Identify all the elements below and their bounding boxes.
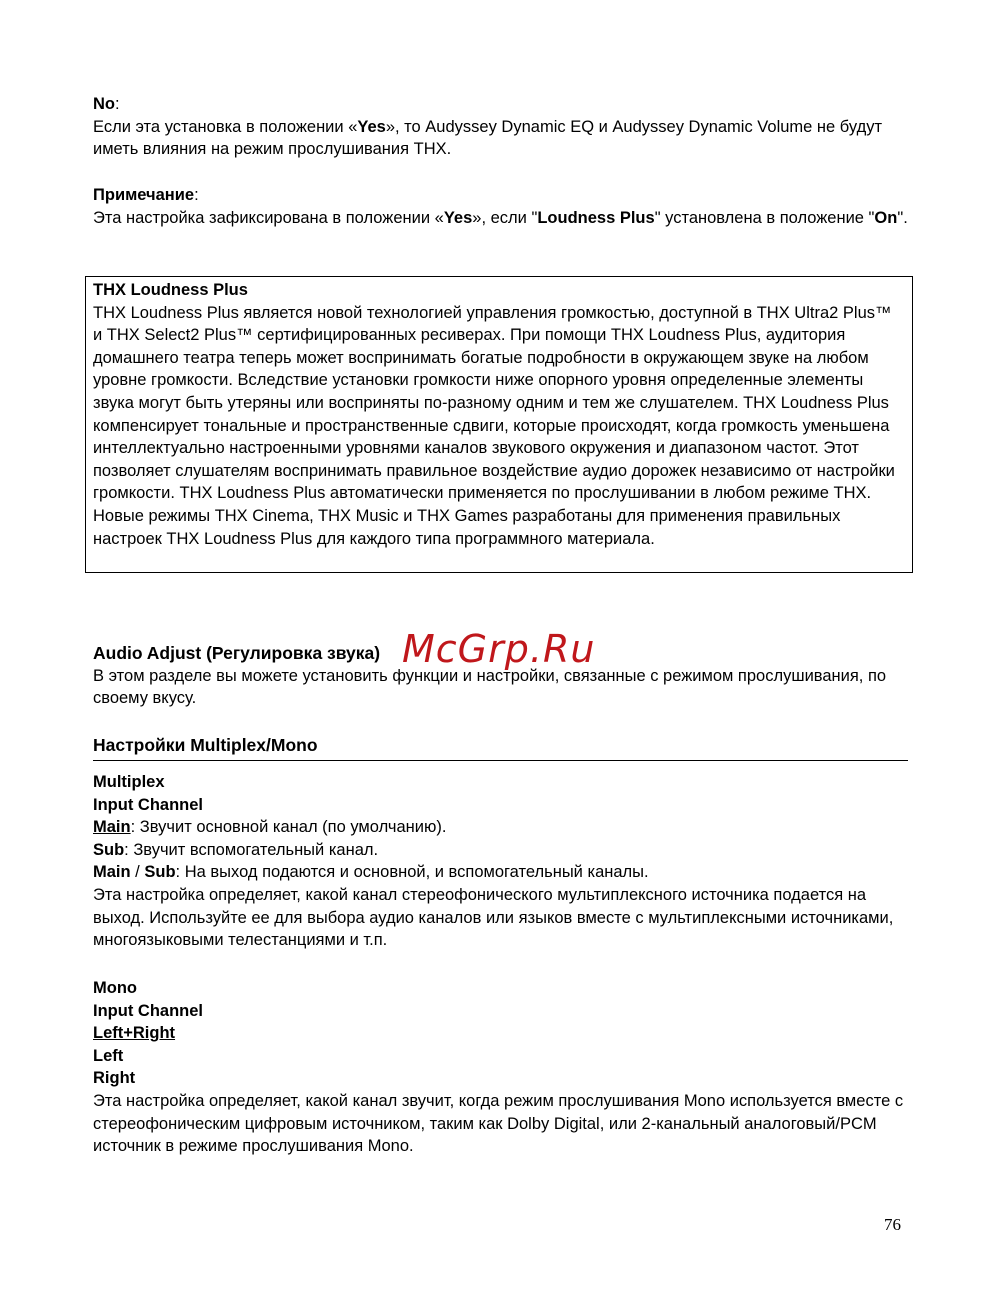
watermark: McGrp.Ru [402,627,596,671]
no-setting-text: Если эта установка в положении «Yes», то Audyssey Dynamic EQ и Audyssey Dynamic Volume не будут иметь влияния на режим прослушивания THX. [93,117,883,159]
mono-input-channel: Input Channel [93,1001,203,1020]
mono-option-left-right: Left+Right [93,1024,176,1043]
multiplex-input-channel: Input Channel [93,795,203,814]
mono-option-right: Right [93,1069,136,1088]
thx-box-body: THX Loudness Plus является новой технологией управления громкостью, доступной в THX Ultra2 Plus™ и THX Select2 Plus™ сертифицированных ресиверах. При помощи THX Loudness Plus, аудитория домашнего театра теперь может воспринимать богатые подробности в окружающем звуке на любом уровне громкости. Вследствие установки громкости ниже опорного уровня определенные элементы звука могут быть утеряны или восприняты по-разному одним и тем же слушателем. THX Loudness Plus компенсирует тональные и пространственные сдвиги, которые происходят, когда громкость уменьшена интеллектуально настроенными уровнями каналов звукового окружения и диапазоном частот. Этот позволяет слушателям воспринимать правильное воздействие аудио дорожек независимо от настройки громкости. THX Loudness Plus автоматически применяется по прослушивании в любом режиме THX. Новые режимы THX Cinema, THX Music и THX Games разработаны для применения правильных настроек THX Loudness Plus для каждого типа программного материала. [93,303,895,548]
multiplex-mono-title: Настройки Multiplex/Mono [93,735,318,755]
mono-option-left: Left [93,1046,124,1065]
note-text: Эта настройка зафиксирована в положении «Yes», если "Loudness Plus" установлена в положение "On". [93,208,908,227]
audio-adjust-title: Audio Adjust (Регулировка звука) [93,643,381,663]
no-setting-heading: No: [93,95,120,113]
mono-heading: Mono [93,979,137,997]
note-heading: Примечание: [93,186,199,204]
page-number: 76 [884,1215,901,1234]
note-block [93,184,908,229]
multiplex-option-sub: Sub: Звучит вспомогательный канал. [93,840,379,859]
multiplex-description: Эта настройка определяет, какой канал стереофонического мультиплексного источника подается на выход. Используйте ее для выбора аудио каналов или языков вместе с мультиплексными источниками, многоязыковыми телестанциями и т.п. [93,885,894,950]
audio-adjust-text: В этом разделе вы можете установить функции и настройки, связанные с режимом прослушивания, по своему вкусу. [93,666,887,708]
no-setting-block [93,93,908,161]
multiplex-option-main: Main: Звучит основной канал (по умолчанию). [93,818,447,837]
multiplex-option-main-sub: Main / Sub: На выход подаются и основной, и вспомогательный каналы. [93,863,649,882]
thx-box-title: THX Loudness Plus [93,281,248,299]
mono-description: Эта настройка определяет, какой канал звучит, когда режим прослушивания Mono используется вместе с стереофоническим цифровым источником, таким как Dolby Digital, или 2-канальный аналоговый/PCM источник в режиме прослушивания Mono. [93,1091,904,1156]
thx-loudness-plus-box [85,276,913,573]
multiplex-mono-section [93,734,908,757]
multiplex-block [93,771,908,952]
section-divider [93,760,908,761]
mono-block [93,977,908,1158]
multiplex-heading: Multiplex [93,773,165,791]
